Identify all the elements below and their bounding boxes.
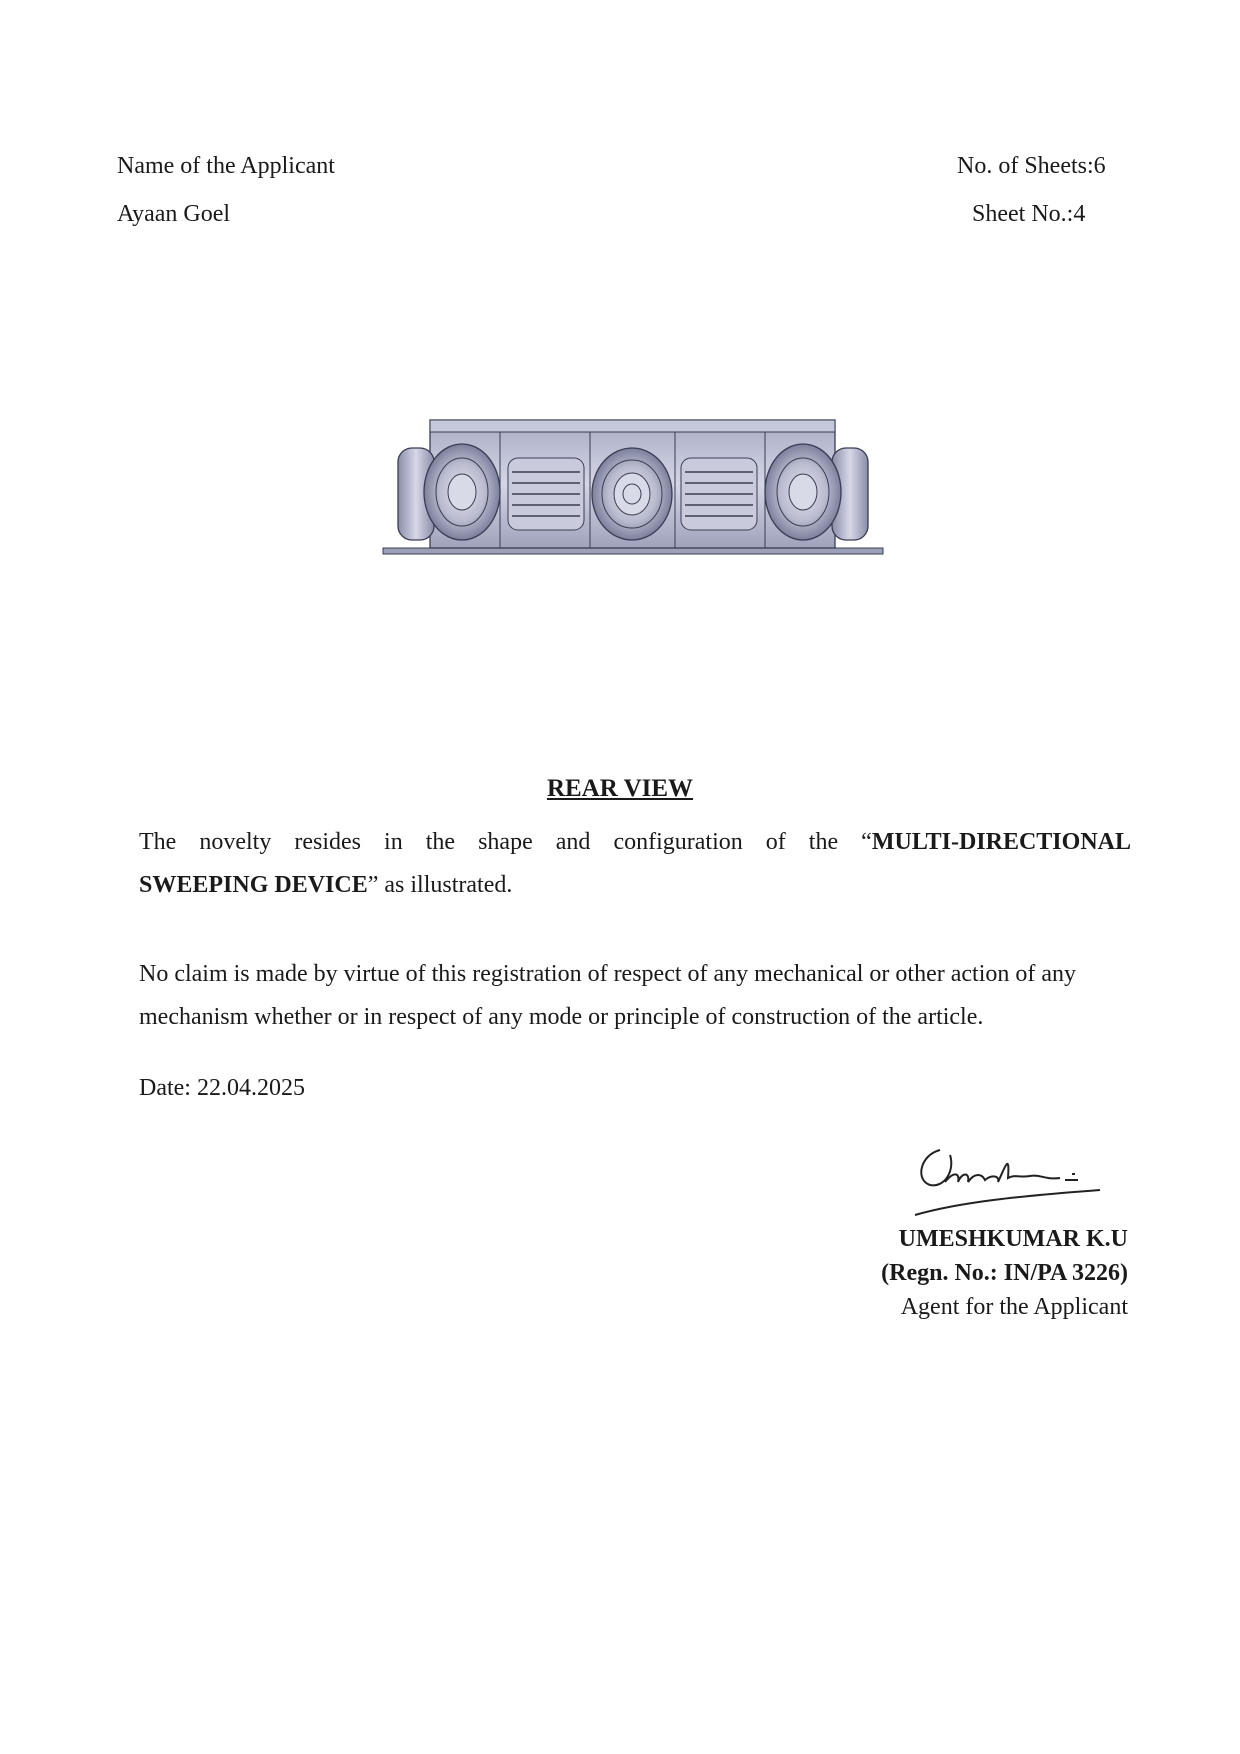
novelty-statement-line2 — [139, 864, 1131, 907]
applicant-name: Ayaan Goel — [117, 201, 231, 227]
rear-view-device-drawing — [380, 412, 885, 562]
agent-block — [881, 1222, 1128, 1324]
novelty-prefix: The novelty resides in the shape and configuration of the “ — [139, 829, 872, 855]
disclaimer-paragraph: No claim is made by virtue of this registration of respect of any mechanical or other action of any mechanism whether or in respect of any mode or principle of construction of the article. — [139, 961, 1077, 1030]
novelty-statement-line1 — [139, 821, 1131, 864]
agent-signature — [900, 1130, 1130, 1220]
device-name-part2: SWEEPING DEVICE — [139, 872, 368, 898]
figure-caption: REAR VIEW — [546, 775, 694, 802]
sheet-number: Sheet No.:4 — [972, 201, 1086, 227]
date-line: Date: 22.04.2025 — [139, 1075, 305, 1101]
agent-name: UMESHKUMAR K.U — [898, 1226, 1128, 1252]
agent-registration: (Regn. No.: IN/PA 3226) — [881, 1260, 1128, 1286]
sheets-count: No. of Sheets:6 — [957, 153, 1106, 179]
applicant-label: Name of the Applicant — [117, 153, 335, 179]
novelty-suffix: ” as illustrated. — [367, 872, 513, 898]
device-name-part1: MULTI-DIRECTIONAL — [871, 829, 1131, 855]
agent-role: Agent for the Applicant — [900, 1294, 1128, 1320]
